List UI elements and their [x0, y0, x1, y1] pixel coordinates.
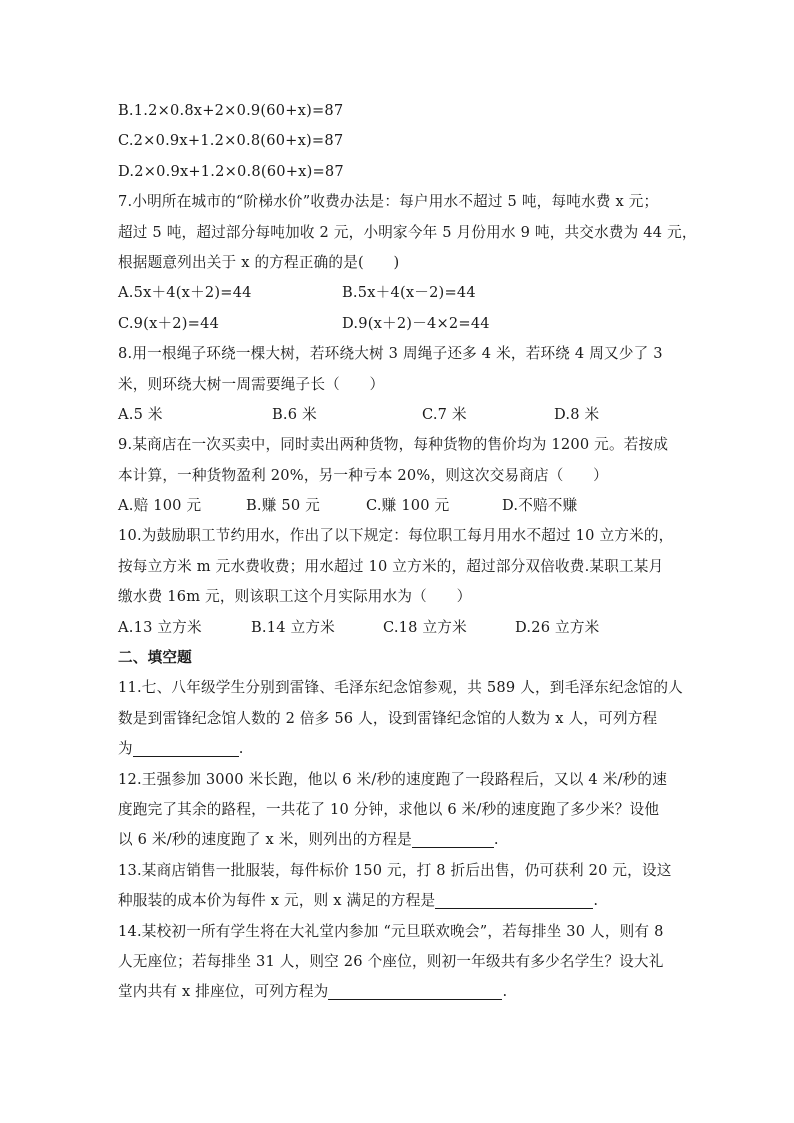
answer-blank[interactable]	[435, 890, 593, 909]
question-text-line: 度跑完了其余的路程，一共花了 10 分钟，求他以 6 米/秒的速度跑了多少米？设他	[118, 800, 660, 818]
question-text-line: 14.某校初一所有学生将在大礼堂内参加 “元旦联欢晚会”，若每排坐 30 人，则有 8	[118, 922, 664, 940]
option-c: C.7 米	[422, 405, 467, 423]
option-b: B.5x＋4(x－2)=44	[342, 284, 476, 302]
q6-option-b: B.1.2×0.8x+2×0.9(60+x)=87	[118, 102, 344, 119]
option-b: B.6 米	[272, 405, 317, 423]
question-text-line: 11.七、八年级学生分别到雷锋、毛泽东纪念馆参观，共 589 人，到毛泽东纪念馆的人	[118, 679, 683, 697]
question-12	[118, 765, 718, 856]
question-13	[118, 856, 718, 917]
question-text-line: 10.为鼓励职工节约用水，作出了以下规定：每位职工每月用水不超过 10 立方米的，	[118, 527, 674, 545]
question-text-line: 13.某商店销售一批服装，每件标价 150 元，打 8 折后出售，仍可获利 20 元，设这	[118, 861, 672, 879]
options-row	[118, 613, 718, 643]
text-suffix: .	[238, 740, 244, 758]
option-d: D.8 米	[554, 405, 600, 423]
question-text-line: 本计算，一种货物盈利 20%，另一种亏本 20%，则这次交易商店（ ）	[118, 466, 608, 484]
question-text-line: 人无座位；若每排坐 31 人，则空 26 个座位，则初一年级共有多少名学生？设大礼	[118, 952, 664, 970]
question-text-line	[118, 886, 718, 916]
option-c: C.9(x＋2)=44	[118, 314, 220, 332]
options-row	[118, 278, 718, 308]
question-text-line: 9.某商店在一次买卖中，同时卖出两种货物，每种货物的售价均为 1200 元。若按成	[118, 436, 669, 454]
option-d: D.9(x＋2)－4×2=44	[342, 314, 490, 332]
option-d: D.26 立方米	[515, 618, 600, 636]
question-text-line	[118, 977, 718, 1007]
question-text-line	[118, 825, 718, 855]
option-a: A.13 立方米	[118, 618, 202, 636]
options-row	[118, 400, 718, 430]
option-d: D.不赔不赚	[502, 497, 578, 515]
text-suffix: .	[593, 892, 599, 910]
question-11	[118, 673, 718, 764]
question-text-line: 缴水费 16m 元，则该职工这个月实际用水为（ ）	[118, 588, 472, 606]
question-text-line: 12.王强参加 3000 米长跑，他以 6 米/秒的速度跑了一段路程后，又以 4 米/秒的速	[118, 770, 668, 788]
option-a: A.5 米	[118, 405, 163, 423]
option-c: C.赚 100 元	[366, 497, 450, 515]
question-10	[118, 521, 718, 643]
text-prefix: 种服装的成本价为每件 x 元，则 x 满足的方程是	[118, 892, 436, 910]
text-prefix: 以 6 米/秒的速度跑了 x 米，则列出的方程是	[118, 831, 412, 849]
q6-option-d: D.2×0.9x+1.2×0.8(60+x)=87	[118, 162, 344, 180]
answer-blank[interactable]	[412, 829, 494, 848]
section-heading: 二、填空题	[118, 649, 192, 667]
q6-option-c: C.2×0.9x+1.2×0.8(60+x)=87	[118, 132, 344, 150]
question-text-line: 7.小明所在城市的“阶梯水价”收费办法是：每户用水不超过 5 吨，每吨水费 x 元；	[118, 193, 659, 211]
option-a: A.5x＋4(x＋2)=44	[118, 284, 252, 302]
question-text-line: 8.用一根绳子环绕一棵大树，若环绕大树 3 周绳子还多 4 米，若环绕 4 周又少了 3	[118, 345, 663, 363]
option-a: A.赔 100 元	[118, 497, 202, 515]
question-14	[118, 917, 718, 1008]
answer-blank[interactable]	[328, 981, 502, 1000]
option-b: B.赚 50 元	[246, 497, 320, 515]
question-text-line: 数是到雷锋纪念馆人数的 2 倍多 56 人，设到雷锋纪念馆的人数为 x 人，可列方程	[118, 709, 658, 727]
question-text-line	[118, 734, 718, 764]
question-text-line: 米，则环绕大树一周需要绳子长（ ）	[118, 375, 385, 393]
question-text-line: 超过 5 吨，超过部分每吨加收 2 元，小明家今年 5 月份用水 9 吨，共交水费为 44 元，	[118, 223, 697, 241]
text-suffix: .	[493, 831, 499, 849]
question-text-line: 按每立方米 m 元水费收费；用水超过 10 立方米的，超过部分双倍收费.某职工某月	[118, 557, 664, 575]
option-c: C.18 立方米	[383, 618, 467, 636]
options-row	[118, 309, 718, 339]
question-text-line: 根据题意列出关于 x 的方程正确的是( )	[118, 253, 400, 271]
text-suffix: .	[502, 983, 508, 1001]
question-9	[118, 430, 718, 521]
answer-blank[interactable]	[133, 738, 239, 757]
document-page	[118, 96, 718, 1008]
text-prefix: 堂内共有 x 排座位，可列方程为	[118, 983, 329, 1001]
question-7	[118, 187, 718, 339]
options-row	[118, 491, 718, 521]
question-8	[118, 339, 718, 430]
option-b: B.14 立方米	[251, 618, 335, 636]
text-prefix: 为	[118, 740, 133, 758]
